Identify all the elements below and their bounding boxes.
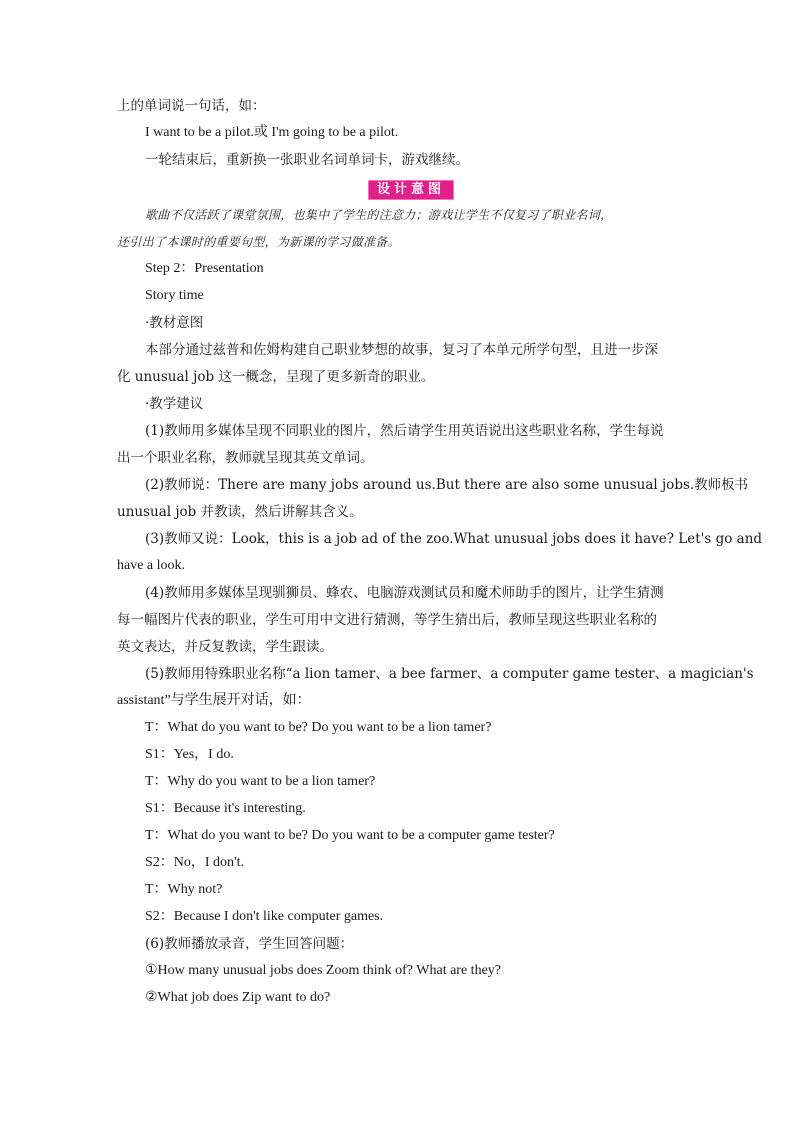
dialogue-line: S1：Yes，I do. xyxy=(145,747,234,762)
section-heading: ·教学建议 xyxy=(145,396,204,412)
text-line: unusual job 并教读，然后讲解其含义。 xyxy=(117,504,363,520)
text-line: (4)教师用多媒体呈现驯狮员、蜂农、电脑游戏测试员和魔术师助手的图片，让学生猜测 xyxy=(145,585,664,601)
dialogue-line: T：What do you want to be? Do you want to be a lion tamer? xyxy=(145,720,492,735)
question-line: ②What job does Zip want to do? xyxy=(145,990,331,1005)
text-line: 英文表达，并反复教读，学生跟读。 xyxy=(117,639,333,655)
text-line: 上的单词说一句话，如： xyxy=(117,98,266,114)
design-note-line: 歌曲不仅活跃了课堂氛围，也集中了学生的注意力；游戏让学生不仅复习了职业名词， xyxy=(145,208,613,222)
design-note-line: 还引出了本课时的重要句型，为新课的学习做准备。 xyxy=(117,235,400,249)
text-line: Step 2：Presentation xyxy=(145,261,264,276)
dialogue-line: S2：Because I don't like computer games. xyxy=(145,909,384,924)
text-line: 出一个职业名称，教师就呈现其英文单词。 xyxy=(117,450,374,466)
text-line: (1)教师用多媒体呈现不同职业的图片，然后请学生用英语说出这些职业名称，学生每说 xyxy=(145,423,664,439)
text-line: 每一幅图片代表的职业，学生可用中文进行猜测，等学生猜出后，教师呈现这些职业名称的 xyxy=(117,612,657,628)
text-line: have a look. xyxy=(117,558,186,573)
dialogue-line: T：What do you want to be? Do you want to be a computer game tester? xyxy=(145,828,555,843)
question-line: ①How many unusual jobs does Zoom think of? What are they? xyxy=(145,963,501,978)
dialogue-line: S1：Because it's interesting. xyxy=(145,801,306,816)
text-line: (3)教师又说：Look，this is a job ad of the zoo.What unusual jobs does it have? Let's go and xyxy=(145,531,763,547)
text-line: 本部分通过兹普和佐姆构建自己职业梦想的故事，复习了本单元所学句型，且进一步深 xyxy=(145,342,658,358)
dialogue-line: T：Why not? xyxy=(145,882,223,897)
design-intent-banner: 设计意图 xyxy=(368,180,454,200)
section-heading: ·教材意图 xyxy=(145,315,204,331)
dialogue-line: T：Why do you want to be a lion tamer? xyxy=(145,774,376,789)
text-line: I want to be a pilot.或 I'm going to be a pilot. xyxy=(145,125,399,140)
text-line: (2)教师说：There are many jobs around us.But there are also some unusual jobs.教师板书 xyxy=(145,477,749,493)
text-line: Story time xyxy=(145,288,204,303)
text-line: 一轮结束后，重新换一张职业名词单词卡，游戏继续。 xyxy=(145,152,469,168)
text-line: assistant”与学生展开对话，如： xyxy=(117,693,311,708)
text-line: (5)教师用特殊职业名称“a lion tamer、a bee farmer、a computer game tester、a magician's xyxy=(145,666,754,682)
text-line: (6)教师播放录音，学生回答问题： xyxy=(145,936,354,952)
text-line: 化 unusual job 这一概念，呈现了更多新奇的职业。 xyxy=(117,369,435,385)
dialogue-line: S2：No，I don't. xyxy=(145,855,244,870)
